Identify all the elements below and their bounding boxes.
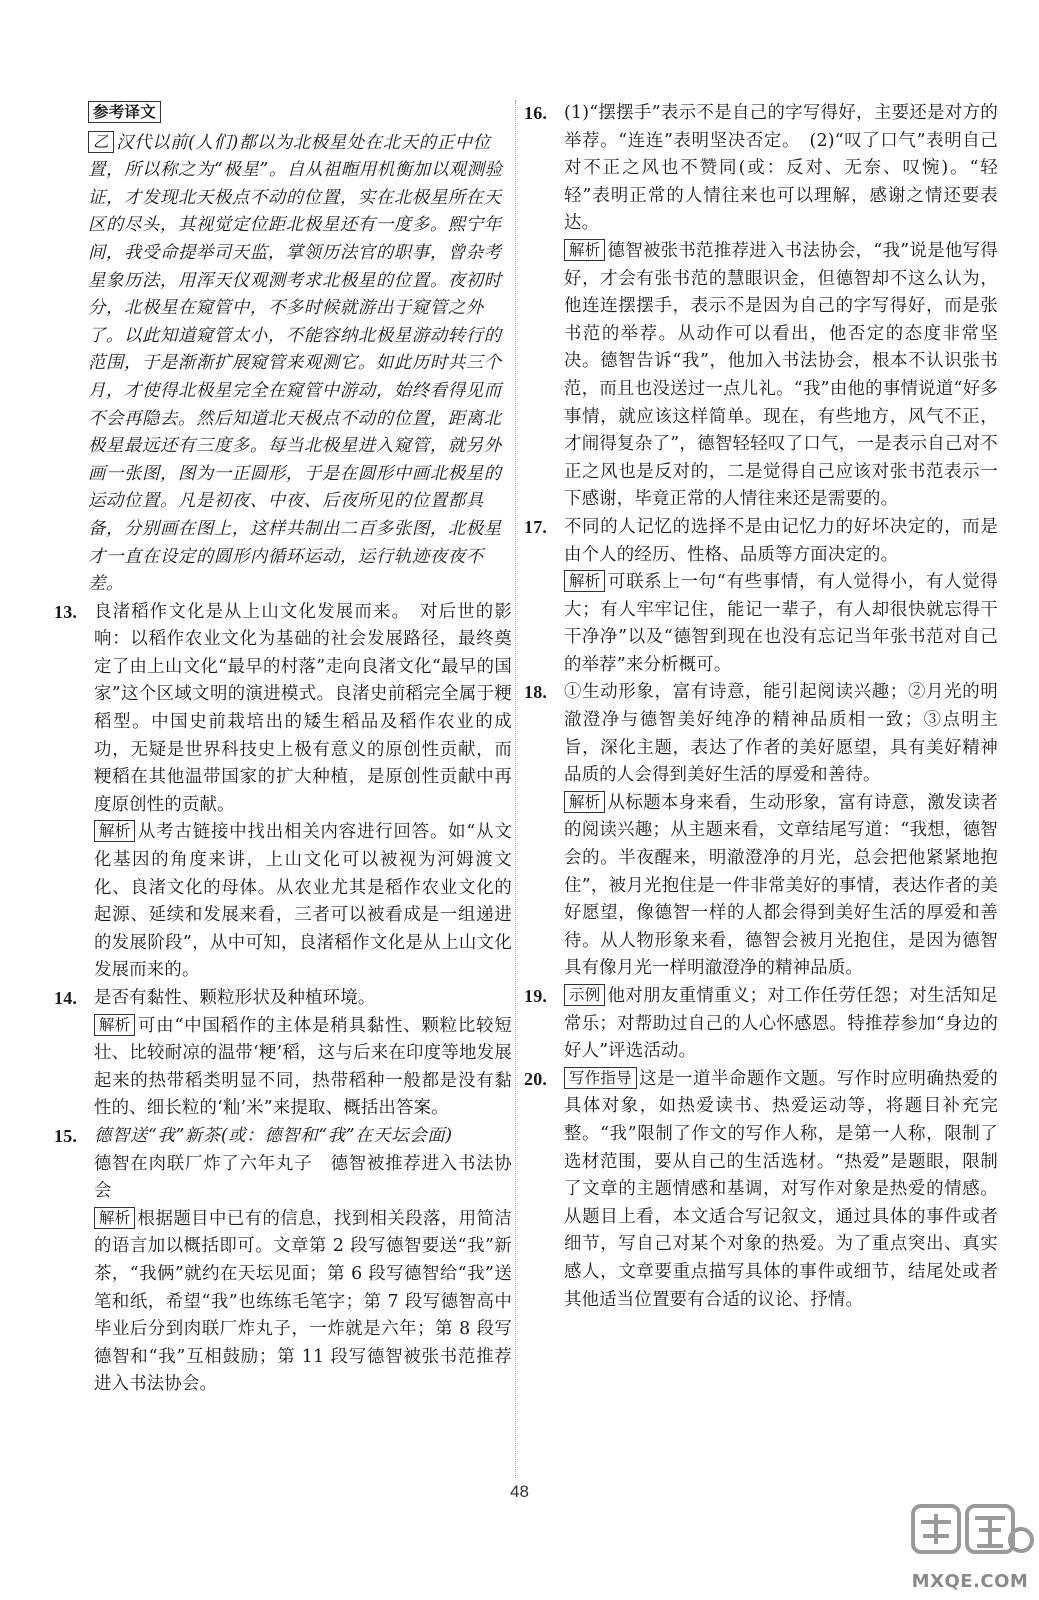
question-14 <box>54 985 512 1123</box>
translation-body <box>54 130 512 599</box>
question-18-analysis <box>564 790 998 983</box>
question-13-number: 13. <box>54 601 78 622</box>
question-19-answer <box>564 983 998 1066</box>
column-divider <box>515 100 516 1478</box>
left-column <box>54 100 512 1399</box>
question-13-analysis <box>94 819 512 985</box>
question-18 <box>524 679 998 983</box>
analysis-text: 从考古链接中找出相关内容进行回答。如“从文化基因的角度来讲，上山文化可以被视为河姆渡文化、良渚文化的母体。从农业尤其是稻作农业文化的起源、延续和发展来看，三者可以被看成是一组递进的发展阶段”，从中可知，良渚稻作文化是从上山文化发展而来的。 <box>94 822 512 981</box>
question-17-analysis <box>564 569 998 679</box>
right-column <box>524 100 998 1314</box>
question-19 <box>524 983 998 1066</box>
question-17-answer: 不同的人记忆的选择不是由记忆力的好坏决定的，而是由个人的经历、性格、品质等方面决定的。 <box>564 516 998 565</box>
analysis-tag: 解析 <box>564 791 605 813</box>
question-20-answer <box>564 1066 998 1314</box>
answer-seal-logo-icon <box>905 1500 1035 1596</box>
question-15 <box>54 1123 512 1399</box>
question-16-answer: (1)“摆摆手”表示不是自己的字写得好，主要还是对方的举荐。“连连”表明坚决否定。 (2)“叹了口气”表明自己对不正之风也不赞同(或：反对、无奈、叹惋)。“轻轻”表明正常的人情往来也可以理解，感谢之情还要表达。 <box>564 103 998 234</box>
translation-text: 汉代以前(人们)都以为北极星处在北天的正中位置，所以称之为“极星”。自从祖暅用机衡加以观测验证，才发现北天极点不动的位置，实在北极星所在天区的尽头，其视觉定位距北极星还有一度多。熙宁年间，我受命提举司天监，掌领历法官的职事，曾杂考星象历法，用浑天仪观测考求北极星的位置。夜初时分，北极星在窥管中，不多时候就游出于窥管之外了。以此知道窥管太小，不能容纳北极星游动转行的范围，于是渐渐扩展窥管来观测它。如此历时共三个月，才使得北极星完全在窥管中游动，始终看得见而不会再隐去。然后知道北天极点不动的位置，距离北极星最远还有三度多。每当北极星进入窥管，就另外画一张图，图为一正圆形，于是在圆形中画北极星的运动位置。凡是初夜、中夜、后夜所见的位置都具备，分别画在图上，这样共制出二百多张图，北极星才一直在设定的圆形内循环运动，运行轨迹夜夜不差。 <box>88 132 503 595</box>
question-16 <box>524 100 998 514</box>
question-14-number: 14. <box>54 988 78 1008</box>
question-18-answer: ①生动形象，富有诗意，能引起阅读兴趣；②月光的明澈澄净与德智美好纯净的精神品质相一致；③点明主旨，深化主题，表达了作者的美好愿望，具有美好精神品质的人会得到美好生活的厚爱和善待。 <box>564 682 998 786</box>
analysis-text: 可联系上一句“有些事情，有人觉得小，有人觉得大；有人牢牢记住，能记一辈子，有人却很快就忘得干干净净”以及“德智到现在也没有忘记当年张书范对自己的举荐”来分析概可。 <box>564 572 998 675</box>
translation-heading-wrap <box>54 100 512 128</box>
question-15-number: 15. <box>54 1125 78 1146</box>
question-17 <box>524 514 998 680</box>
question-20-number: 20. <box>524 1068 548 1089</box>
example-text: 他对朋友重情重义；对工作任劳任怨；对生活知足常乐；对帮助过自己的人心怀感恩。特推荐参加“身边的好人”评选活动。 <box>564 986 998 1062</box>
translation-heading-label: 参考译文 <box>88 101 161 123</box>
analysis-text: 可由“中国稻作的主体是稍具黏性、颗粒比较短壮、比较耐凉的温带‘粳’稻，这与后来在印度等地发展起来的热带稻类明显不同，热带稻种一般都是没有黏性的、细长粒的‘籼’米”来提取、概括出答案。 <box>94 1015 512 1119</box>
analysis-text: 德智被张书范推荐进入书法协会，“我”说是他写得好，才会有张书范的慧眼识金，但德智却不这么认为，他连连摆摆手，表示不是因为自己的字写得好，而是张书范的举荐。从动作可以看出，他否定的态度非常坚决。德智告诉“我”，他加入书法协会，根本不认识张书范，而且也没送过一点儿礼。“我”由他的事情说道“好多事情，就应该这样简单。现在，有些地方，风气不正，才闹得复杂了”，德智轻轻叹了口气，一是表示自己对不正之风也是反对的，二是觉得自己应该对张书范表示一下感谢，毕竟正常的人情往来还是需要的。 <box>564 240 998 510</box>
question-20 <box>524 1066 998 1314</box>
analysis-tag: 解析 <box>94 820 135 842</box>
writing-guide-tag: 写作指导 <box>564 1067 637 1089</box>
question-15-answer-line2: 德智在肉联厂炸了六年丸子 德智被推荐进入书法协会 <box>94 1153 512 1202</box>
writing-guide-text: 这是一道半命题作文题。写作时应明确热爱的具体对象，如热爱读书、热爱运动等，将题目补充完整。“我”限制了作文的写作人称，是第一人称，限制了选材范围，要从自己的生活选材。“热爱”是题眼，限制了文章的主题情感和基调，对写作对象是热爱的情感。从题目上看，本文适合写记叙文，通过具体的事件或者细节，写自己对某个对象的热爱。为了重点突出、真实感人，文章要重点描写具体的事件或细节，结尾处或者其他适当位置要有合适的议论、抒情。 <box>564 1068 998 1310</box>
watermark-logo-graphic <box>905 1500 1035 1570</box>
question-13-answer: 良渚稻作文化是从上山文化发展而来。 对后世的影响：以稻作农业文化为基础的社会发展路径，最终奠定了由上山文化“最早的村落”走向良渚文化“最早的国家”这个区域文明的演进模式。良渚史前稻完全属于粳稻型。中国史前栽培出的矮生稻品及稻作农业的成功，无疑是世界科技史上极有意义的原创性贡献，而粳稻在其他温带国家的扩大种植，是原创性贡献中再度原创性的贡献。 <box>94 601 512 815</box>
analysis-tag: 解析 <box>94 1014 135 1036</box>
question-16-number: 16. <box>524 103 548 123</box>
question-15-analysis <box>94 1206 512 1399</box>
analysis-text: 从标题本身来看，生动形象，富有诗意，激发读者的阅读兴趣；从主题来看，文章结尾写道：“我想，德智会的。半夜醒来，明澈澄净的月光，总会把他紧紧地抱住”，被月光抱住是一件非常美好的事情，表达作者的美好愿望，像德智一样的人都会得到美好生活的厚爱和善待。从人物形象来看，德智会被月光抱住，是因为德智具有像月光一样明澈澄净的精神品质。 <box>564 792 998 979</box>
question-16-analysis <box>564 238 998 514</box>
analysis-text: 根据题目中已有的信息，找到相关段落，用简洁的语言加以概括即可。文章第 2 段写德智要送“我”新茶，“我俩”就约在天坛见面；第 6 段写德智给“我”送笔和纸，希望“我”也练练毛笔字；第 7 段写德智高中毕业后分到肉联厂炸丸子，一炸就是六年；第 8 段写德智和“我”互相鼓励；第 11 段写德智被张书范推荐进入书法协会。 <box>94 1208 512 1395</box>
page-number: 48 <box>510 1482 529 1501</box>
question-15-answer-line1: 德智送“我”新茶(或：德智和“我”在天坛会面) <box>94 1125 453 1146</box>
question-18-number: 18. <box>524 682 548 703</box>
analysis-tag: 解析 <box>564 239 605 261</box>
analysis-tag: 解析 <box>564 570 605 592</box>
question-14-answer: 是否有黏性、颗粒形状及种植环境。 <box>94 988 376 1008</box>
question-13 <box>54 599 512 985</box>
analysis-tag: 解析 <box>94 1207 135 1229</box>
question-14-analysis <box>94 1013 512 1123</box>
question-17-number: 17. <box>524 516 548 537</box>
watermark-text: MXQE.COM <box>911 1571 1029 1592</box>
example-tag: 示例 <box>564 984 605 1006</box>
translation-tag: 乙 <box>88 131 114 153</box>
question-19-number: 19. <box>524 986 548 1006</box>
